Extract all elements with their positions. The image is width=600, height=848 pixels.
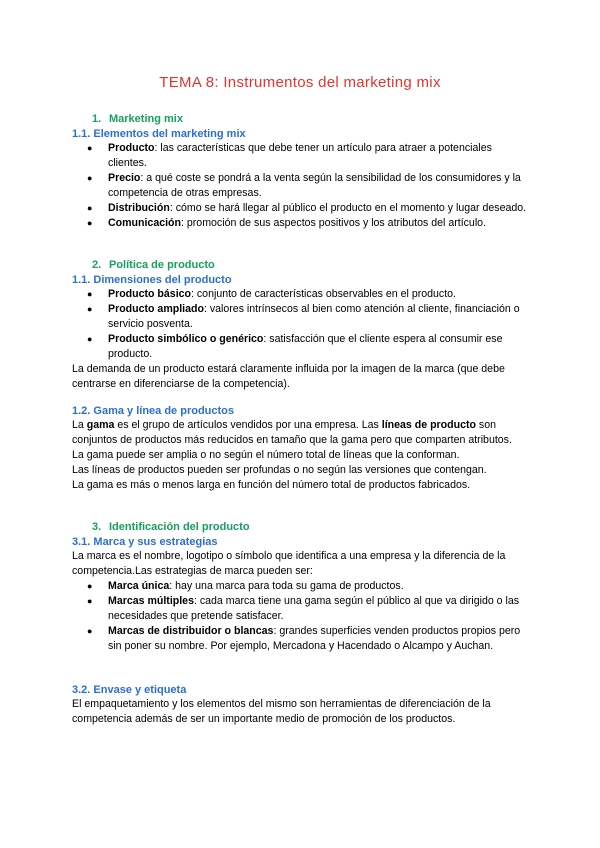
section-2-heading: [92, 259, 215, 271]
paragraph: La gama puede ser amplia o no según el número total de líneas que la conforman.: [72, 449, 460, 461]
section-title: Identificación del producto: [109, 521, 250, 533]
bullet-icon: ●: [87, 581, 93, 591]
list-item: ● Producto ampliado: valores intrínsecos al bien como atención al cliente, financiación o servicio posventa.: [87, 303, 520, 330]
section-1-heading: [92, 113, 183, 125]
bullet-icon: ●: [87, 143, 93, 153]
bullet-icon: ●: [87, 596, 93, 606]
bullet-icon: ●: [87, 626, 93, 636]
gama-block: [72, 418, 532, 493]
list-item: ● Marca única: hay una marca para toda su gama de productos.: [87, 580, 404, 592]
section-title: Marketing mix: [109, 113, 183, 125]
section-number: 2.: [92, 259, 102, 271]
list-item: ● Producto: las características que debe tener un artículo para atraer a potenciales clientes.: [87, 142, 492, 169]
paragraph: La gama es más o menos larga en función del número total de productos fabricados.: [72, 479, 471, 491]
paragraph: El empaquetamiento y los elementos del mismo son herramientas de diferenciación de la competencia además de ser un importante medio de promoción de los productos.: [72, 698, 491, 725]
bullet-icon: ●: [87, 203, 93, 213]
section-number: 3.: [92, 521, 102, 533]
marketing-mix-list: [72, 141, 532, 231]
list-item: ● Comunicación: promoción de sus aspectos positivos y los atributos del artículo.: [87, 217, 487, 229]
list-item: ● Producto simbólico o genérico: satisfacción que el cliente espera al consumir ese producto.: [87, 333, 503, 360]
subsection-dimensiones-heading: 1.1. Dimensiones del producto: [72, 274, 232, 286]
list-item: ● Distribución: cómo se hará llegar al público el producto en el momento y lugar deseado.: [87, 202, 527, 214]
paragraph: La demanda de un producto estará claramente influida por la imagen de la marca (que debe centrarse en diferenciarse de la competencia).: [72, 363, 505, 390]
packaging-block: [72, 697, 532, 727]
bullet-icon: ●: [87, 334, 93, 344]
list-item: ● Producto básico: conjunto de características observables en el producto.: [87, 288, 456, 300]
product-dimensions-block: [72, 287, 532, 392]
list-item: ● Marcas múltiples: cada marca tiene una gama según el público al que va dirigido o las necesidades que pretende satisfacer.: [87, 595, 520, 622]
list-item: ● Precio: a qué coste se pondrá a la venta según la sensibilidad de los consumidores y la competencia de otras empresas.: [87, 172, 521, 199]
bullet-icon: ●: [87, 304, 93, 314]
bullet-icon: ●: [87, 173, 93, 183]
subsection-3-1-heading: 3.1. Marca y sus estrategias: [72, 536, 218, 548]
paragraph: La marca es el nombre, logotipo o símbolo que identifica a una empresa y la diferencia de la competencia.Las estrategias de marca pueden ser:: [72, 550, 506, 577]
bullet-icon: ●: [87, 289, 93, 299]
document-title: TEMA 8: Instrumentos del marketing mix: [159, 74, 441, 91]
bullet-icon: ●: [87, 218, 93, 228]
list-item: ● Marcas de distribuidor o blancas: grandes superficies venden productos propios pero sin poner su nombre. Por ejemplo, Mercadona y Hacendado o Alcampo y Auchan.: [87, 625, 521, 652]
paragraph: La gama es el grupo de artículos vendidos por una empresa. Las líneas de producto son conjuntos de productos más reducidos en tamaño que la gama pero que comparten atributos.: [72, 419, 512, 446]
section-title: Política de producto: [109, 259, 215, 271]
subsection-1-1-heading: 1.1. Elementos del marketing mix: [72, 128, 246, 140]
paragraph: Las líneas de productos pueden ser profundas o no según las versiones que contengan.: [72, 464, 487, 476]
section-number: 1.: [92, 113, 102, 125]
subsection-1-2-heading: 1.2. Gama y línea de productos: [72, 405, 234, 417]
subsection-3-2-heading: 3.2. Envase y etiqueta: [72, 684, 187, 696]
section-3-heading: [92, 521, 250, 533]
brand-block: [72, 549, 532, 654]
